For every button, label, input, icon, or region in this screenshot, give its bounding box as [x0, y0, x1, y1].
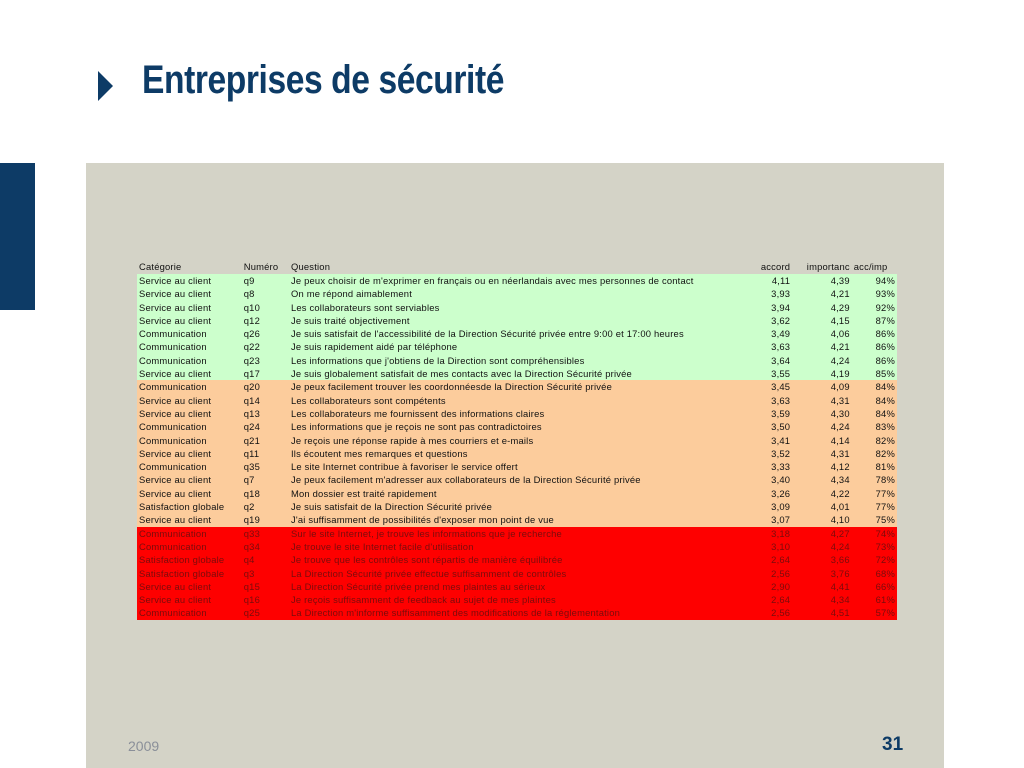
- page-number: 31: [882, 734, 904, 755]
- cell-category: Service au client: [137, 301, 242, 314]
- cell-importance: 4,22: [792, 487, 852, 500]
- cell-ratio: 68%: [852, 567, 897, 580]
- table-row: [137, 301, 897, 314]
- cell-importance: 4,27: [792, 527, 852, 540]
- cell-ratio: 85%: [852, 367, 897, 380]
- cell-accord: 2,56: [735, 567, 793, 580]
- cell-number: q2: [242, 500, 289, 513]
- cell-category: Communication: [137, 327, 242, 340]
- cell-number: q34: [242, 540, 289, 553]
- cell-ratio: 73%: [852, 540, 897, 553]
- cell-importance: 4,34: [792, 473, 852, 486]
- cell-number: q14: [242, 394, 289, 407]
- cell-category: Satisfaction globale: [137, 553, 242, 566]
- cell-accord: 3,63: [735, 340, 793, 353]
- cell-question: La Direction Sécurité privée effectue suffisamment de contrôles: [289, 567, 735, 580]
- cell-category: Communication: [137, 354, 242, 367]
- cell-ratio: 77%: [852, 487, 897, 500]
- table-row: [137, 606, 897, 619]
- table-row: [137, 593, 897, 606]
- table-row: [137, 500, 897, 513]
- cell-ratio: 81%: [852, 460, 897, 473]
- slide-title: Entreprises de sécurité: [142, 58, 504, 102]
- cell-number: q33: [242, 527, 289, 540]
- cell-accord: 3,10: [735, 540, 793, 553]
- cell-category: Service au client: [137, 394, 242, 407]
- cell-ratio: 87%: [852, 314, 897, 327]
- cell-importance: 4,51: [792, 606, 852, 619]
- cell-question: Les collaborateurs sont compétents: [289, 394, 735, 407]
- cell-importance: 4,21: [792, 340, 852, 353]
- title-bullet-arrow-icon: [98, 71, 113, 101]
- cell-importance: 4,12: [792, 460, 852, 473]
- cell-number: q35: [242, 460, 289, 473]
- cell-question: On me répond aimablement: [289, 287, 735, 300]
- cell-category: Service au client: [137, 287, 242, 300]
- table-row: [137, 380, 897, 393]
- cell-question: Je suis rapidement aidé par téléphone: [289, 340, 735, 353]
- cell-ratio: 75%: [852, 513, 897, 526]
- cell-category: Communication: [137, 540, 242, 553]
- cell-category: Service au client: [137, 314, 242, 327]
- table-row: [137, 394, 897, 407]
- cell-importance: 4,31: [792, 394, 852, 407]
- cell-ratio: 86%: [852, 340, 897, 353]
- cell-question: Je suis traité objectivement: [289, 314, 735, 327]
- table-row: [137, 434, 897, 447]
- cell-question: J'ai suffisamment de possibilités d'exposer mon point de vue: [289, 513, 735, 526]
- cell-question: Je trouve le site Internet facile d'utilisation: [289, 540, 735, 553]
- table-row: [137, 420, 897, 433]
- cell-category: Communication: [137, 434, 242, 447]
- cell-importance: 4,21: [792, 287, 852, 300]
- cell-accord: 3,45: [735, 380, 793, 393]
- cell-category: Service au client: [137, 473, 242, 486]
- cell-importance: 4,31: [792, 447, 852, 460]
- cell-question: Je reçois une réponse rapide à mes courriers et e-mails: [289, 434, 735, 447]
- cell-importance: 4,15: [792, 314, 852, 327]
- table-row: [137, 567, 897, 580]
- cell-accord: 3,41: [735, 434, 793, 447]
- table-row: [137, 447, 897, 460]
- cell-accord: 2,90: [735, 580, 793, 593]
- header-accord: accord: [735, 260, 793, 274]
- cell-question: Je suis satisfait de l'accessibilité de la Direction Sécurité privée entre 9:00 et 17:00 heures: [289, 327, 735, 340]
- cell-question: Sur le site Internet, je trouve les informations que je recherche: [289, 527, 735, 540]
- cell-category: Service au client: [137, 513, 242, 526]
- cell-number: q8: [242, 287, 289, 300]
- cell-importance: 4,09: [792, 380, 852, 393]
- cell-ratio: 72%: [852, 553, 897, 566]
- cell-number: q18: [242, 487, 289, 500]
- cell-number: q4: [242, 553, 289, 566]
- cell-question: Les collaborateurs sont serviables: [289, 301, 735, 314]
- cell-ratio: 82%: [852, 434, 897, 447]
- cell-ratio: 77%: [852, 500, 897, 513]
- cell-number: q3: [242, 567, 289, 580]
- cell-ratio: 78%: [852, 473, 897, 486]
- cell-accord: 3,26: [735, 487, 793, 500]
- cell-category: Service au client: [137, 367, 242, 380]
- cell-question: Les collaborateurs me fournissent des informations claires: [289, 407, 735, 420]
- cell-number: q19: [242, 513, 289, 526]
- header-ratio: acc/imp: [852, 260, 897, 274]
- cell-category: Service au client: [137, 487, 242, 500]
- cell-number: q20: [242, 380, 289, 393]
- table-row: [137, 580, 897, 593]
- table-row: [137, 274, 897, 287]
- results-table: [137, 260, 897, 620]
- cell-ratio: 86%: [852, 354, 897, 367]
- cell-importance: 4,39: [792, 274, 852, 287]
- cell-question: Je peux facilement m'adresser aux collaborateurs de la Direction Sécurité privée: [289, 473, 735, 486]
- table-row: [137, 340, 897, 353]
- table-row: [137, 553, 897, 566]
- table-row: [137, 287, 897, 300]
- cell-accord: 2,64: [735, 593, 793, 606]
- cell-ratio: 86%: [852, 327, 897, 340]
- header-question: Question: [289, 260, 735, 274]
- cell-number: q21: [242, 434, 289, 447]
- cell-ratio: 57%: [852, 606, 897, 619]
- table-row: [137, 367, 897, 380]
- cell-number: q12: [242, 314, 289, 327]
- cell-accord: 3,09: [735, 500, 793, 513]
- cell-question: La Direction m'informe suffisamment des modifications de la réglementation: [289, 606, 735, 619]
- table-row: [137, 487, 897, 500]
- cell-accord: 3,50: [735, 420, 793, 433]
- table-row: [137, 513, 897, 526]
- cell-accord: 3,18: [735, 527, 793, 540]
- cell-importance: 4,10: [792, 513, 852, 526]
- cell-importance: 4,34: [792, 593, 852, 606]
- cell-accord: 3,64: [735, 354, 793, 367]
- cell-accord: 3,62: [735, 314, 793, 327]
- cell-number: q16: [242, 593, 289, 606]
- cell-question: Je trouve que les contrôles sont répartis de manière équilibrée: [289, 553, 735, 566]
- cell-question: Je reçois suffisamment de feedback au sujet de mes plaintes: [289, 593, 735, 606]
- cell-number: q24: [242, 420, 289, 433]
- cell-category: Satisfaction globale: [137, 567, 242, 580]
- cell-ratio: 92%: [852, 301, 897, 314]
- cell-importance: 4,01: [792, 500, 852, 513]
- cell-question: Je peux choisir de m'exprimer en français ou en néerlandais avec mes personnes de contact: [289, 274, 735, 287]
- cell-question: Le site Internet contribue à favoriser le service offert: [289, 460, 735, 473]
- cell-ratio: 94%: [852, 274, 897, 287]
- cell-category: Service au client: [137, 407, 242, 420]
- cell-number: q7: [242, 473, 289, 486]
- cell-ratio: 61%: [852, 593, 897, 606]
- cell-importance: 4,24: [792, 420, 852, 433]
- cell-ratio: 93%: [852, 287, 897, 300]
- cell-importance: 4,24: [792, 354, 852, 367]
- cell-ratio: 84%: [852, 394, 897, 407]
- cell-importance: 3,76: [792, 567, 852, 580]
- cell-category: Communication: [137, 340, 242, 353]
- cell-accord: 3,59: [735, 407, 793, 420]
- table-body: [137, 274, 897, 620]
- table-row: [137, 473, 897, 486]
- cell-number: q9: [242, 274, 289, 287]
- cell-accord: 3,93: [735, 287, 793, 300]
- header-number: Numéro: [242, 260, 289, 274]
- cell-number: q11: [242, 447, 289, 460]
- cell-category: Service au client: [137, 274, 242, 287]
- header-importance: importanc: [792, 260, 852, 274]
- cell-accord: 3,52: [735, 447, 793, 460]
- table-row: [137, 314, 897, 327]
- table-row: [137, 540, 897, 553]
- cell-category: Communication: [137, 606, 242, 619]
- cell-ratio: 84%: [852, 407, 897, 420]
- cell-question: Mon dossier est traité rapidement: [289, 487, 735, 500]
- header-category: Catégorie: [137, 260, 242, 274]
- cell-importance: 3,66: [792, 553, 852, 566]
- cell-accord: 3,07: [735, 513, 793, 526]
- cell-ratio: 84%: [852, 380, 897, 393]
- table-header-row: [137, 260, 897, 274]
- cell-number: q15: [242, 580, 289, 593]
- left-accent-bar: [0, 163, 35, 310]
- cell-category: Communication: [137, 380, 242, 393]
- cell-importance: 4,14: [792, 434, 852, 447]
- cell-accord: 3,55: [735, 367, 793, 380]
- cell-category: Satisfaction globale: [137, 500, 242, 513]
- cell-importance: 4,06: [792, 327, 852, 340]
- cell-question: Les informations que j'obtiens de la Direction sont compréhensibles: [289, 354, 735, 367]
- cell-question: La Direction Sécurité privée prend mes plaintes au sérieux: [289, 580, 735, 593]
- cell-number: q10: [242, 301, 289, 314]
- cell-accord: 3,94: [735, 301, 793, 314]
- cell-importance: 4,30: [792, 407, 852, 420]
- cell-accord: 3,49: [735, 327, 793, 340]
- cell-category: Communication: [137, 420, 242, 433]
- cell-number: q23: [242, 354, 289, 367]
- cell-question: Je suis satisfait de la Direction Sécurité privée: [289, 500, 735, 513]
- cell-importance: 4,24: [792, 540, 852, 553]
- cell-category: Service au client: [137, 593, 242, 606]
- cell-importance: 4,29: [792, 301, 852, 314]
- table-row: [137, 354, 897, 367]
- cell-number: q25: [242, 606, 289, 619]
- cell-number: q17: [242, 367, 289, 380]
- cell-number: q26: [242, 327, 289, 340]
- table-row: [137, 460, 897, 473]
- cell-question: Les informations que je reçois ne sont pas contradictoires: [289, 420, 735, 433]
- table-row: [137, 407, 897, 420]
- footer-year: 2009: [128, 738, 160, 754]
- cell-accord: 4,11: [735, 274, 793, 287]
- cell-accord: 3,63: [735, 394, 793, 407]
- cell-ratio: 82%: [852, 447, 897, 460]
- cell-importance: 4,19: [792, 367, 852, 380]
- cell-category: Communication: [137, 460, 242, 473]
- cell-question: Ils écoutent mes remarques et questions: [289, 447, 735, 460]
- cell-category: Service au client: [137, 580, 242, 593]
- cell-number: q13: [242, 407, 289, 420]
- cell-accord: 3,33: [735, 460, 793, 473]
- cell-category: Service au client: [137, 447, 242, 460]
- cell-category: Communication: [137, 527, 242, 540]
- cell-accord: 2,64: [735, 553, 793, 566]
- cell-ratio: 74%: [852, 527, 897, 540]
- cell-accord: 3,40: [735, 473, 793, 486]
- cell-accord: 2,56: [735, 606, 793, 619]
- cell-importance: 4,41: [792, 580, 852, 593]
- cell-question: Je suis globalement satisfait de mes contacts avec la Direction Sécurité privée: [289, 367, 735, 380]
- table-row: [137, 527, 897, 540]
- cell-ratio: 66%: [852, 580, 897, 593]
- cell-ratio: 83%: [852, 420, 897, 433]
- cell-question: Je peux facilement trouver les coordonnéesde la Direction Sécurité privée: [289, 380, 735, 393]
- table-row: [137, 327, 897, 340]
- cell-number: q22: [242, 340, 289, 353]
